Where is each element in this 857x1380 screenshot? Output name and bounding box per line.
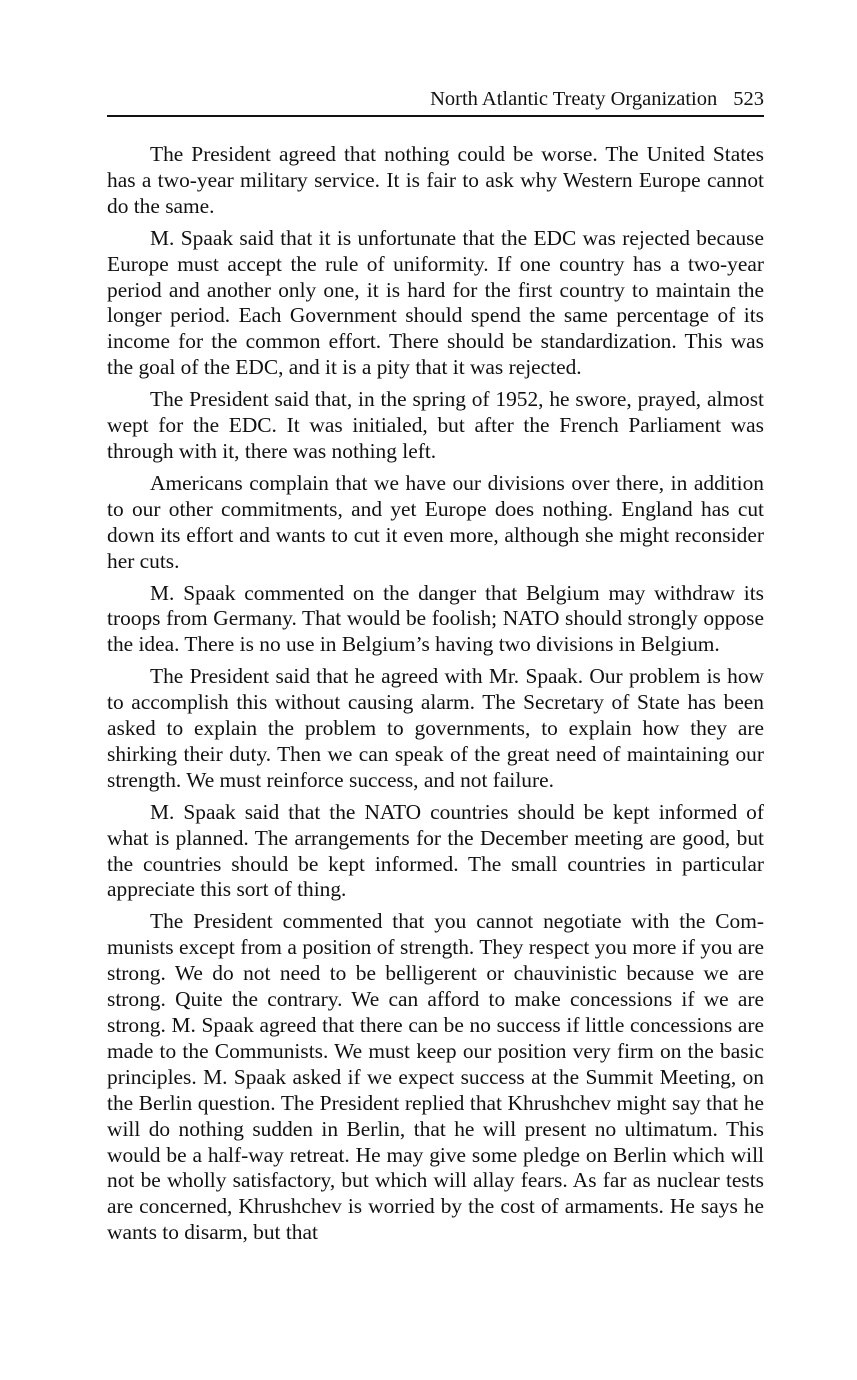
document-page [107, 86, 764, 1252]
page-number: 523 [733, 88, 764, 110]
paragraph: The President commented that you cannot negotiate with the Communists except from a position of strength. They respect you more if you are strong. We do not need to be belligerent or chauvinistic because we are strong. Quite the contrary. We can afford to make concessions if we are strong. M. Spaak agreed that there can be no success if little concessions are made to the Communists. We must keep our position very firm on the basic principles. M. Spaak asked if we expect success at the Summit Meeting, on the Berlin question. The President replied that Khrushchev might say that he will do nothing sudden in Berlin, that he will present no ultimatum. This would be a half-way retreat. He may give some pledge on Berlin which will not be wholly satisfactory, but which will allay fears. As far as nuclear tests are concerned, Khrushchev is worried by the cost of armaments. He says he wants to disarm, but that [107, 909, 764, 1245]
paragraph: Americans complain that we have our divisions over there, in addition to our other commitments, and yet Europe does nothing. England has cut down its effort and wants to cut it even more, although she might reconsider her cuts. [107, 470, 764, 573]
body-text [107, 142, 764, 1246]
paragraph: The President said that, in the spring of 1952, he swore, prayed, almost wept for the EDC. It was initialed, but after the French Parliament was through with it, there was nothing left. [107, 387, 764, 463]
paragraph: M. Spaak said that it is unfortunate that the EDC was rejected because Europe must accept the rule of uniformity. If one country has a two-year period and another only one, it is hard for the first country to maintain the longer period. Each Government should spend the same percentage of its income for the common effort. There should be standardization. This was the goal of the EDC, and it is a pity that it was rejected. [107, 225, 764, 380]
paragraph: M. Spaak said that the NATO countries should be kept informed of what is planned. The arrangements for the December meeting are good, but the countries should be kept informed. The small countries in particular appreciate this sort of thing. [107, 799, 764, 902]
paragraph: M. Spaak commented on the danger that Belgium may withdraw its troops from Germany. That would be foolish; NATO should strongly oppose the idea. There is no use in Belgium’s having two divisions in Belgium. [107, 580, 764, 657]
paragraph: The President said that he agreed with Mr. Spaak. Our problem is how to accomplish this without causing alarm. The Secretary of State has been asked to explain the problem to governments, to explain how they are shirking their duty. Then we can speak of the great need of maintaining our strength. We must reinforce success, and not failure. [107, 664, 764, 792]
running-header [107, 86, 764, 117]
running-header-title: North Atlantic Treaty Organization [430, 88, 718, 110]
paragraph: The President agreed that nothing could be worse. The United States has a two-year military service. It is fair to ask why Western Europe cannot do the same. [107, 142, 764, 218]
